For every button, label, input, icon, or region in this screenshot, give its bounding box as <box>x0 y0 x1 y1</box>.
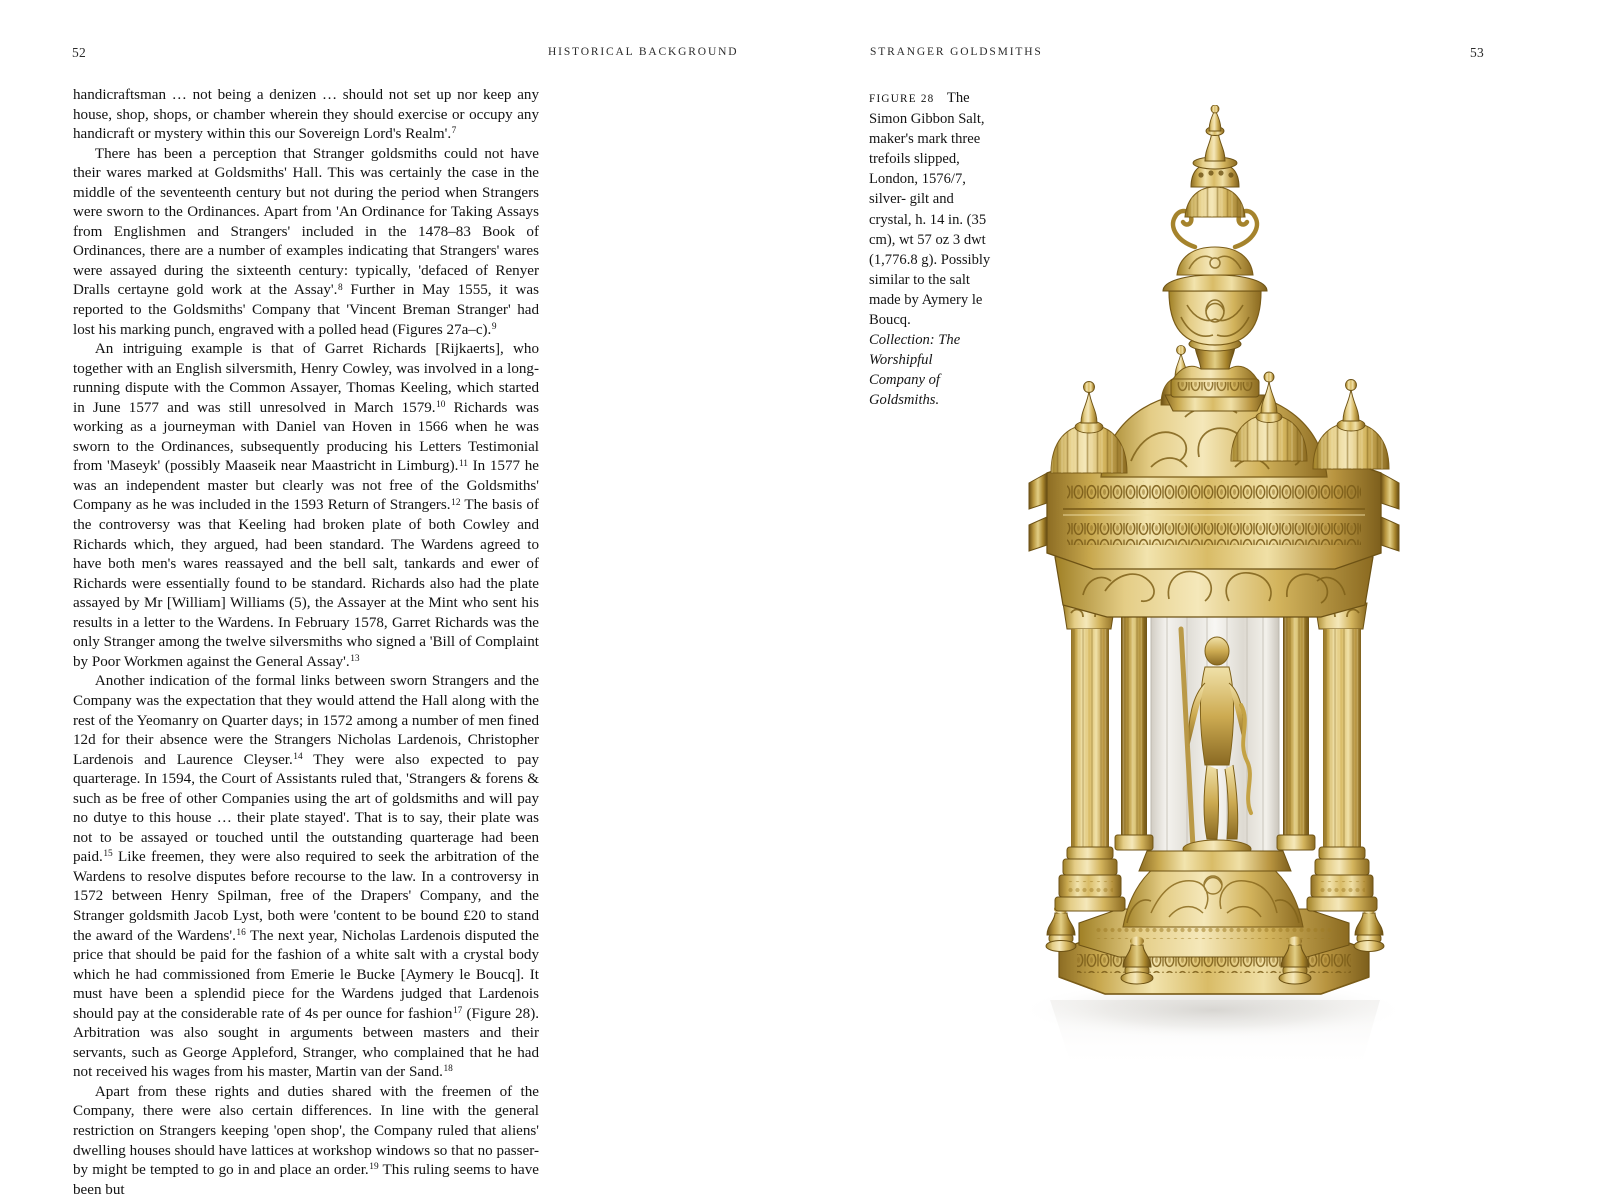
corner-finial-left <box>1051 382 1127 474</box>
paragraph-2 <box>73 145 539 340</box>
paragraph-5 <box>73 1083 539 1200</box>
cornice-band-upper <box>1067 481 1361 503</box>
footnote-ref-13[interactable]: 13 <box>350 654 360 664</box>
figure-number-label: FIGURE 28 <box>869 93 935 105</box>
paragraph-3 <box>73 340 539 672</box>
paragraph-4-text-c: Like freemen, they were also required to seek the arbitration of the Wardens to resolve disputes before recourse to the law. In a controversy in 1572 between Henry Spilman, free of the Drapers' Company, and the Stranger goldsmith Jacob Lyst, both were 'content to be bound £20 to stand the award of the Wardens'. <box>73 849 539 944</box>
base-foot-left <box>1046 905 1076 952</box>
entablature <box>1029 457 1399 617</box>
column-front-right <box>1307 603 1377 911</box>
footnote-ref-16[interactable]: 16 <box>236 927 246 938</box>
footnote-ref-12[interactable]: 12 <box>451 497 461 508</box>
paragraph-3-text-a: An intriguing example is that of Garret Richards [Rijkaerts], who together with an English silversmith, Henry Cowley, was involved in a long-running dispute with the Common Assayer, Thomas Keeling, which started in June 1577 and was still unresolved in March 1579. <box>73 341 539 416</box>
figure-photograph <box>955 105 1475 1095</box>
surface-reflection <box>1050 1000 1380 1070</box>
urn-lid <box>1177 247 1253 275</box>
urn-rim <box>1163 275 1267 291</box>
salt-cellar-illustration <box>955 105 1475 1095</box>
corner-finial-right <box>1313 380 1389 470</box>
paragraph-2-text-a: There has been a perception that Stranger goldsmiths could not have their wares marked at Goldsmiths' Hall. This was certainly the case in the middle of the seventeenth century but not during the period when Strangers were sworn to the Ordinances. Apart from 'An Ordinance for Taking Assays from Englishmen and Strangers' included in the 1478–83 Book of Ordinances, there are a number of examples indicating that Strangers' wares were assayed during the sixteenth century: typically, 'defaced of Renyer Dralls certayne gold work at the Assay'. <box>73 145 539 299</box>
body-text-column <box>73 86 539 1200</box>
footnote-ref-18[interactable]: 18 <box>443 1064 453 1075</box>
paragraph-4 <box>73 672 539 1082</box>
paragraph-3-text-b: Richards was working as a journeyman with Daniel van Hoven in 1566 when he was sworn to the Ordinances, subsequently producing his Letters Testimonial from 'Maseyk' (possibly Maaseik near Maastricht in Limburg). <box>73 399 539 475</box>
footnote-ref-14[interactable]: 14 <box>293 751 303 762</box>
footnote-ref-10[interactable]: 10 <box>436 399 446 410</box>
paragraph-4-text-e: (Figure 28). Arbitration was also sought in arguments between masters and their servants, such as George Appleford, Stranger, who complained that he had not received his wages from his master, Martin van der Sand. <box>73 1005 540 1081</box>
column-front-left <box>1055 603 1125 911</box>
footnote-ref-11[interactable]: 11 <box>458 458 468 469</box>
footnote-ref-15[interactable]: 15 <box>103 849 113 860</box>
paragraph-1-text: handicraftsman … not being a denizen … should not set up nor keep any house, shop, shops, or chamber wherein they should exercise or occupy any handicraft or mystery within this our Sovereign Lord's Realm'. <box>73 87 539 143</box>
footnote-ref-17[interactable]: 17 <box>452 1005 463 1016</box>
cornice-return-left <box>1029 473 1047 551</box>
paragraph-1 <box>73 86 539 145</box>
paragraph-5-text-b: This ruling seems to have been but <box>73 1162 540 1198</box>
paragraph-4-text-d: The next year, Nicholas Lardenois disputed the price that should be paid for the fashion of a white salt with a crystal body which he had commissioned from Emerie le Bucke [Aymery le Boucq]. It must have been a splendid piece for the Wardens judged that Lardenois should pay at the considerable rate of 4s per ounce for fashion <box>73 927 539 1022</box>
urn-bowl <box>1169 291 1261 345</box>
figure-caption-text: The Simon Gibbon Salt, maker's mark three trefoils slipped, London, 1576/7, silver- gilt and crystal, h. 14 in. (35 cm), wt 57 oz 3 dwt (1,776.8 g). Possibly similar to the salt made by Aymery le Boucq. <box>869 90 991 329</box>
running-head-right: STRANGER GOLDSMITHS <box>870 46 1043 58</box>
urn-apex-bead <box>1211 105 1219 113</box>
footnote-ref-8[interactable]: 8 <box>337 282 343 293</box>
column-back-left <box>1115 593 1153 850</box>
running-head-left: HISTORICAL BACKGROUND <box>548 46 739 58</box>
base-foot-right <box>1354 905 1384 952</box>
paragraph-3-text-c: In 1577 he was an independent master but clearly was not free of the Goldsmiths' Company as he was included in the 1593 Return of Strangers. <box>73 458 539 514</box>
footnote-ref-19[interactable]: 19 <box>369 1162 379 1173</box>
paragraph-2-text-b: Further in May 1555, it was reported to the Goldsmiths' Company that 'Vincent Breman Stranger' had lost his marking punch, engraved with a polled head (Figures 27a–c). <box>73 282 539 338</box>
paragraph-4-text-a: Another indication of the formal links between sworn Strangers and the Company was the expectation that they would attend the Hall along with the rest of the Yeomanry on Quarter days; in 1572 among a number of men fined 12d for their absence were the Strangers Nicholas Lardenois, Christopher Lardenois and Laurence Cleyser. <box>73 673 539 768</box>
folio-right: 53 <box>1470 45 1485 60</box>
figure-collection-line: Collection: The Worshipful Company of Goldsmiths. <box>869 332 961 409</box>
footnote-ref-7[interactable]: 7 <box>451 126 457 137</box>
cornice-return-right <box>1381 473 1399 551</box>
column-back-right <box>1277 593 1315 850</box>
cornice-band-lower <box>1067 523 1361 545</box>
crystal-collar-bottom <box>1139 851 1291 871</box>
crystal-cylinder-assembly <box>1139 591 1291 871</box>
folio-left: 52 <box>72 45 87 60</box>
footnote-ref-9[interactable]: 9 <box>491 321 497 332</box>
paragraph-4-text-b: They were also expected to pay quarterage. In 1594, the Court of Assistants ruled that, 'Strangers & forens & such as be free of other Companies using the art of goldsmiths and will pay no dutye to this house … their plate stayed'. That is to say, their plate was not to be assayed or touched until the outstanding quarterage had been paid. <box>73 751 539 866</box>
paragraph-3-text-d: The basis of the controversy was that Keeling had broken plate of both Cowley and Richards which, they argued, had been standard. The Wardens agreed to have both men's wares reassayed and the bell salt, tankards and ewer of Richards were essentially found to be standard. Richards also had the plate assayed by Mr [William] Williams (5), the Assayer at the Mint who sent his results in a letter to the Wardens. In February 1578, Garret Richards was the only Stranger among the twelve silversmiths who signed a 'Bill of Complaint by Poor Workmen against the General Assay'. <box>73 497 540 670</box>
paragraph-5-text-a: Apart from these rights and duties shared with the freemen of the Company, there were also certain differences. In line with the general restriction on Strangers keeping 'open shop', the Company ruled that aliens' dwelling houses should have lattices at workshop windows so that no passer-by might be tempted to go in and place an order. <box>73 1083 539 1179</box>
